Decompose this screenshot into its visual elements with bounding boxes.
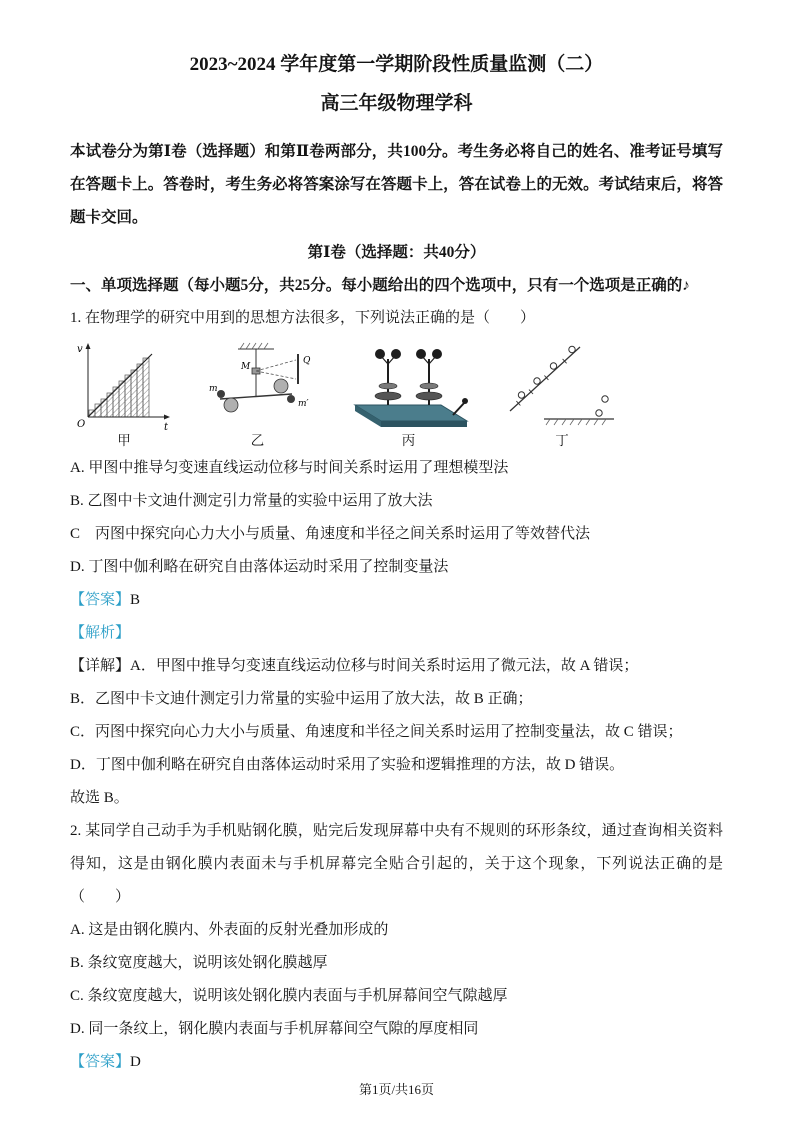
q1-detail-line-d: D．丁图中伽利略在研究自由落体运动时采用了实验和逻辑推理的方法，故 D 错误。 xyxy=(70,757,625,773)
page-title: 2023~2024 学年度第一学期阶段性质量监测（二） xyxy=(189,54,604,75)
q1-detail-conclusion: 故选 B。 xyxy=(70,790,129,806)
scale-label: Q xyxy=(303,356,311,366)
q1-answer-line xyxy=(70,584,723,617)
galileo-incline-figure xyxy=(502,339,622,431)
figure-jia xyxy=(74,339,174,450)
q1-option-c: C 丙图中探究向心力大小与质量、角速度和半径之间关系时运用了等效替代法 xyxy=(70,526,591,542)
centripetal-apparatus-figure xyxy=(341,339,476,431)
q1-option-d: D. 丁图中伽利略在研究自由落体运动时采用了控制变量法 xyxy=(70,559,449,575)
exam-instructions: 本试卷分为第Ⅰ卷（选择题）和第Ⅱ卷两部分，共100分。考生务必将自己的姓名、准考证号填写在答题卡上。答卷时，考生务必将答案涂写在答题卡上，答在试卷上的无效。考试结束后，将答题卡交回。 xyxy=(70,143,723,226)
vt-graph-figure xyxy=(74,339,174,431)
q1-answer-value: B xyxy=(130,592,141,608)
y-axis-label: v xyxy=(77,344,83,355)
q1-detail-label: 【详解】 xyxy=(70,658,131,674)
figure-bing-label: 丙 xyxy=(401,433,416,448)
q2-option-c: C. 条纹宽度越大，说明该处钢化膜内表面与手机屏幕间空气隙越厚 xyxy=(70,988,508,1004)
q1-detail-a: A．甲图中推导匀变速直线运动位移与时间关系时运用了微元法，故 A 错误； xyxy=(130,658,639,674)
q2-answer-value: D xyxy=(130,1054,141,1070)
question-1-stem: 1. 在物理学的研究中用到的思想方法很多，下列说法正确的是（ ） xyxy=(70,310,536,326)
origin-label: O xyxy=(77,419,86,430)
q1-option-a: A. 甲图中推导匀变速直线运动位移与时间关系时运用了理想模型法 xyxy=(70,460,509,476)
q1-detail-line-a xyxy=(70,650,723,683)
q2-option-d: D. 同一条纹上，钢化膜内表面与手机屏幕间空气隙的厚度相同 xyxy=(70,1021,479,1037)
mirror-label: M xyxy=(241,362,251,372)
q2-answer-line xyxy=(70,1046,723,1079)
q2-answer-label: 【答案】 xyxy=(70,1054,131,1070)
figure-ding xyxy=(502,339,622,450)
x-axis-label: t xyxy=(164,422,169,431)
question-2-stem: 2. 某同学自己动手为手机贴钢化膜，贴完后发现屏幕中央有不规则的环形条纹，通过查询相关资料得知，这是由钢化膜内表面未与手机屏幕完全贴合引起的，关于这个现象，下列说法正确的是（ ） xyxy=(70,823,723,905)
q1-detail-line-c: C．丙图中探究向心力大小与质量、角速度和半径之间关系时运用了控制变量法，故 C 错误； xyxy=(70,724,683,740)
figure-yi xyxy=(200,339,315,450)
question-1-figures xyxy=(74,339,723,450)
q1-analysis-line xyxy=(70,617,723,650)
part-1-header: 一、单项选择题（每小题5分，共25分。每小题给出的四个选项中，只有一个选项是正确的♪ xyxy=(70,277,691,294)
small-ball-right-label: m′ xyxy=(298,399,309,409)
q2-option-b: B. 条纹宽度越大，说明该处钢化膜越厚 xyxy=(70,955,328,971)
page-number-footer: 第1页/共16页 xyxy=(358,1082,435,1097)
figure-jia-label: 甲 xyxy=(117,433,131,448)
q1-detail-line-b: B．乙图中卡文迪什测定引力常量的实验中运用了放大法，故 B 正确； xyxy=(70,691,533,707)
q1-answer-label: 【答案】 xyxy=(70,592,131,608)
figure-yi-label: 乙 xyxy=(250,433,265,448)
figure-bing xyxy=(341,339,476,450)
q1-option-b: B. 乙图中卡文迪什测定引力常量的实验中运用了放大法 xyxy=(70,493,433,509)
figure-ding-label: 丁 xyxy=(555,433,569,448)
page-subtitle: 高三年级物理学科 xyxy=(320,93,473,114)
q2-option-a: A. 这是由钢化膜内、外表面的反射光叠加形成的 xyxy=(70,922,389,938)
small-ball-left-label: m xyxy=(209,384,218,394)
q1-analysis-label: 【解析】 xyxy=(70,625,131,641)
section-1-header: 第Ⅰ卷（选择题：共40分） xyxy=(307,244,486,261)
cavendish-figure xyxy=(200,339,315,431)
